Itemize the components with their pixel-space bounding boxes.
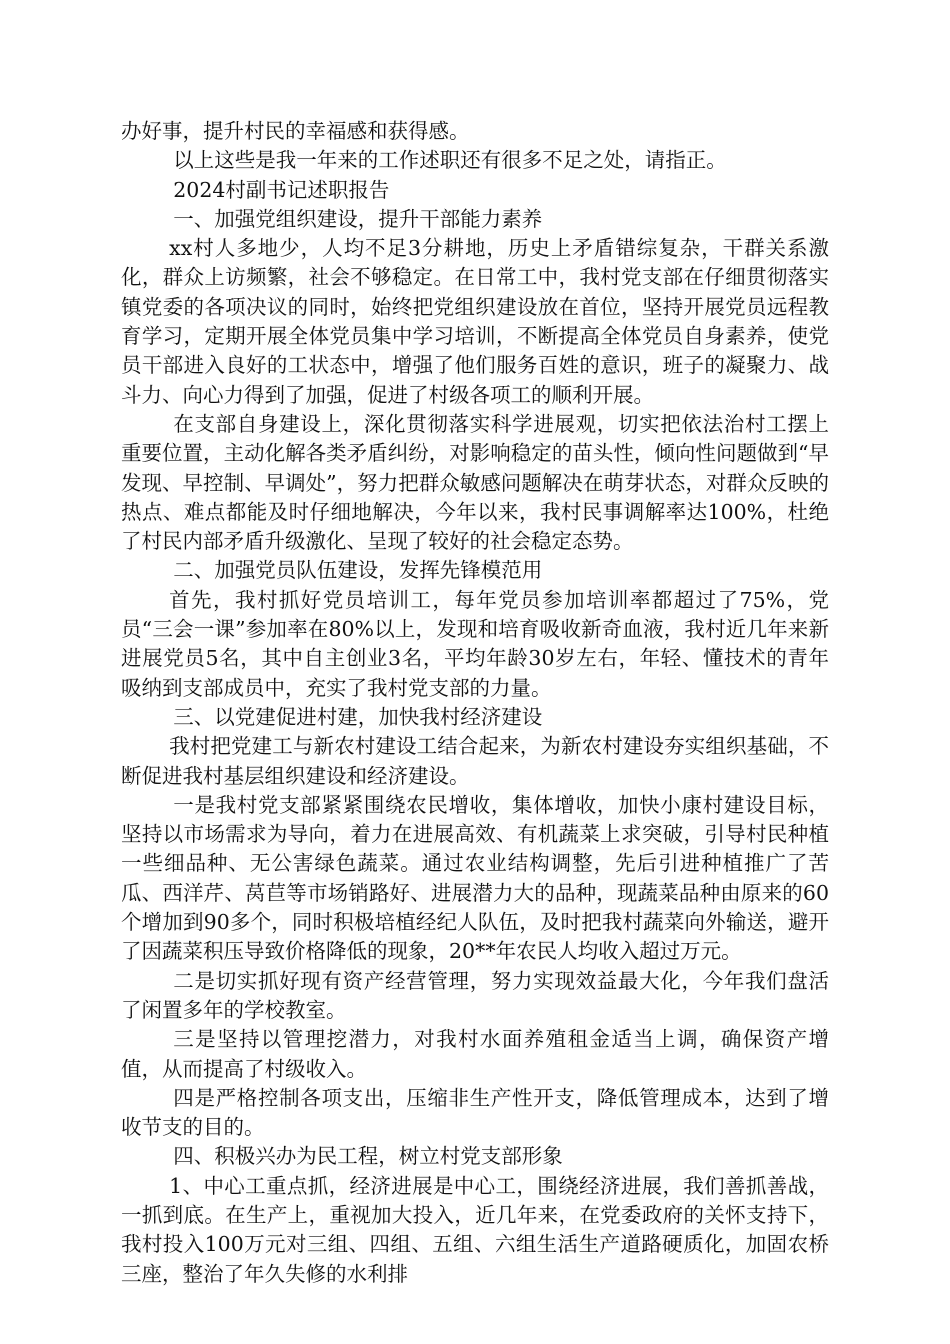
- paragraph: 在支部自身建设上，深化贯彻落实科学进展观，切实把依法治村工摆上重要位置，主动化解各类矛盾纠纷，对影响稳定的苗头性，倾向性问题做到“早发现、早控制、早调处”，努力把群众敏感问题解决在萌芽状态，对群众反映的热点、难点都能及时仔细地解决，今年以来，我村民事调解率达100%，杜绝了村民内部矛盾升级激化、呈现了较好的社会稳定态势。: [121, 411, 829, 554]
- section-heading: 四、积极兴办为民工程，树立村党支部形象: [173, 1144, 563, 1169]
- section-heading: 一、加强党组织建设，提升干部能力素养: [173, 206, 543, 231]
- paragraph: 四是严格控制各项支出，压缩非生产性开支，降低管理成本，达到了增收节支的目的。: [121, 1085, 829, 1140]
- paragraph: 一是我村党支部紧紧围绕农民增收，集体增收，加快小康村建设目标，坚持以市场需求为导向，着力在进展高效、有机蔬菜上求突破，引导村民种植一些细品种、无公害绿色蔬菜。通过农业结构调整，先后引进种植推广了苦瓜、西洋芹、莴苣等市场销路好、进展潜力大的品种，现蔬菜品种由原来的60个增加到90多个，同时积极培植经纪人队伍，及时把我村蔬菜向外输送，避开了因蔬菜积压导致价格降低的现象，20**年农民人均收入超过万元。: [121, 792, 829, 964]
- paragraph: xx村人多地少，人均不足3分耕地，历史上矛盾错综复杂，干群关系激化，群众上访频繁，社会不够稳定。在日常工中，我村党支部在仔细贯彻落实镇党委的各项决议的同时，始终把党组织建设放在首位，坚持开展党员远程教育学习，定期开展全体党员集中学习培训，不断提高全体党员自身素养，使党员干部进入良好的工状态中，增强了他们服务百姓的意识，班子的凝聚力、战斗力、向心力得到了加强，促进了村级各项工的顺利开展。: [121, 236, 829, 407]
- paragraph: 我村把党建工与新农村建设工结合起来，为新农村建设夯实组织基础，不断促进我村基层组织建设和经济建设。: [121, 734, 829, 788]
- paragraph: 二是切实抓好现有资产经营管理，努力实现效益最大化，今年我们盘活了闲置多年的学校教室。: [121, 968, 829, 1022]
- section-heading: 三、以党建促进村建，加快我村经济建设: [173, 704, 543, 729]
- section-heading: 二、加强党员队伍建设，发挥先锋模范用: [173, 558, 543, 583]
- paragraph: 办好事，提升村民的幸福感和获得感。: [121, 119, 470, 143]
- paragraph: 1、中心工重点抓，经济进展是中心工，围绕经济进展，我们善抓善战，一抓到底。在生产上，重视加大投入，近几年来，在党委政府的关怀支持下，我村投入100万元对三组、四组、五组、六组生活生产道路硬质化，加固农桥三座，整治了年久失修的水利排: [121, 1173, 829, 1286]
- paragraph: 首先，我村抓好党员培训工，每年党员参加培训率都超过了75%，党员“三会一课”参加率在80%以上，发现和培育吸收新奇血液，我村近几年来新进展党员5名，其中自主创业3名，平均年龄30岁左右，年轻、懂技术的青年吸纳到支部成员中，充实了我村党支部的力量。: [121, 587, 829, 700]
- document-body: [121, 117, 829, 1289]
- document-title: 2024村副书记述职报告: [173, 177, 390, 202]
- paragraph: 以上这些是我一年来的工作述职还有很多不足之处，请指正。: [173, 148, 727, 173]
- paragraph: 三是坚持以管理挖潜力，对我村水面养殖租金适当上调，确保资产增值，从而提高了村级收入。: [121, 1027, 829, 1081]
